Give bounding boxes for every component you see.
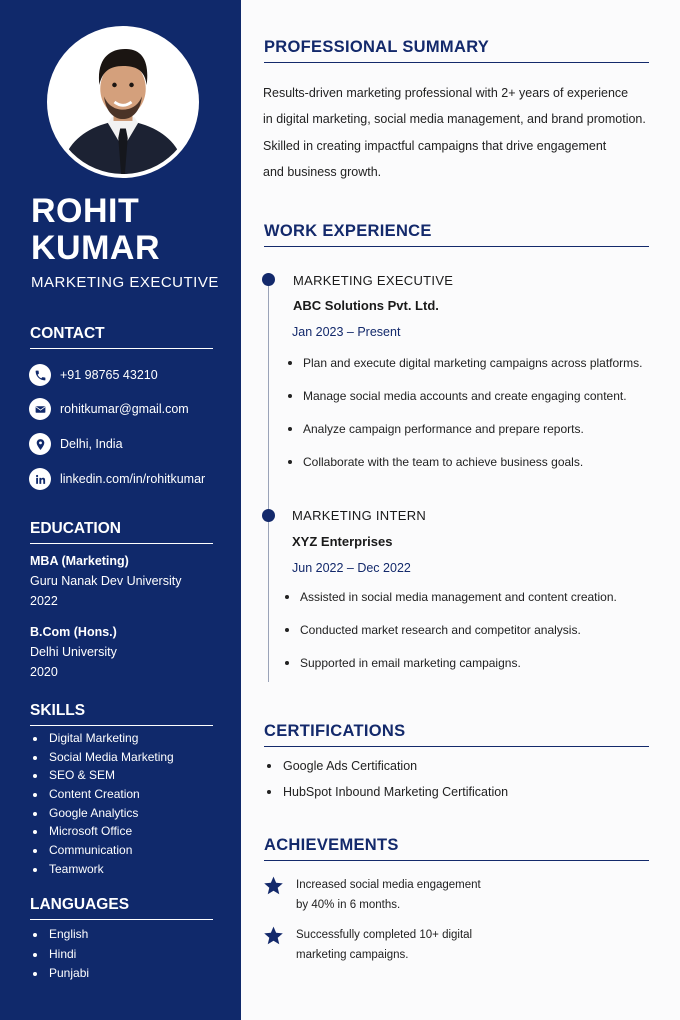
contact-phone-text: +91 98765 43210 (60, 368, 158, 382)
certifications-heading: CERTIFICATIONS (264, 722, 649, 747)
linkedin-icon (29, 468, 51, 490)
education-degree: B.Com (Hons.) (30, 625, 117, 639)
language-item: Hindi (30, 945, 89, 965)
timeline-line (268, 280, 269, 682)
skill-item: Google Analytics (30, 804, 174, 823)
job-duty-item: Plan and execute digital marketing campaigns across platforms. (287, 356, 643, 389)
achievement-text: Successfully completed 10+ digital (296, 929, 473, 941)
language-item: English (30, 925, 89, 945)
education-entry (30, 622, 117, 682)
skill-item: Microsoft Office (30, 822, 174, 841)
achievement-text: Increased social media engagement (296, 879, 481, 891)
certification-item: HubSpot Inbound Marketing Certification (265, 783, 508, 809)
education-school: Delhi University (30, 645, 117, 659)
contact-linkedin-text: linkedin.com/in/rohitkumar (60, 472, 206, 486)
achievements-heading: ACHIEVEMENTS (264, 836, 649, 861)
job-duty-item: Manage social media accounts and create engaging content. (287, 389, 643, 422)
location-pin-icon (29, 433, 51, 455)
star-icon (263, 925, 284, 946)
skill-item: Teamwork (30, 860, 174, 879)
contact-email[interactable] (29, 397, 189, 421)
name-first: ROHIT (31, 192, 140, 230)
achievement-item (263, 875, 496, 915)
timeline-dot (262, 273, 275, 286)
job-dates: Jan 2023 – Present (292, 325, 401, 339)
languages-list (30, 925, 89, 984)
achievement-text: by 40% in 6 months. (296, 899, 401, 911)
profile-photo (47, 26, 199, 178)
education-school: Guru Nanak Dev University (30, 574, 182, 588)
star-icon (263, 875, 284, 896)
main-content (241, 0, 680, 1020)
achievement-item (263, 925, 496, 965)
job-duty-item: Assisted in social media management and content creation. (284, 590, 617, 623)
skills-heading: SKILLS (30, 702, 213, 726)
job-dates: Jun 2022 – Dec 2022 (292, 561, 411, 575)
language-item: Punjabi (30, 964, 89, 984)
job-duties-list (287, 356, 643, 488)
mail-icon (29, 398, 51, 420)
summary-line: Results-driven marketing professional with 2+ years of experience (263, 86, 629, 100)
experience-heading: WORK EXPERIENCE (264, 222, 649, 247)
job-duties-list (284, 590, 617, 689)
skill-item: Communication (30, 841, 174, 860)
contact-heading: CONTACT (30, 325, 213, 349)
job-role: MARKETING EXECUTIVE (31, 274, 219, 291)
skill-item: SEO & SEM (30, 766, 174, 785)
job-company: ABC Solutions Pvt. Ltd. (293, 298, 439, 313)
job-duty-item: Analyze campaign performance and prepare reports. (287, 422, 643, 455)
job-duty-item: Conducted market research and competitor analysis. (284, 623, 617, 656)
contact-email-text: rohitkumar@gmail.com (60, 402, 189, 416)
summary-text (263, 80, 663, 185)
certification-item: Google Ads Certification (265, 757, 508, 783)
phone-icon (29, 364, 51, 386)
education-year: 2022 (30, 594, 58, 608)
education-year: 2020 (30, 665, 58, 679)
summary-line: and business growth. (263, 164, 382, 179)
job-company: XYZ Enterprises (292, 534, 393, 549)
languages-heading: LANGUAGES (30, 896, 213, 920)
person-portrait-image (51, 30, 195, 174)
certifications-list (265, 757, 508, 809)
summary-heading: PROFESSIONAL SUMMARY (264, 38, 649, 63)
education-entry (30, 551, 181, 611)
name-last: KUMAR (31, 229, 161, 267)
contact-linkedin[interactable] (29, 467, 205, 491)
job-duty-item: Supported in email marketing campaigns. (284, 656, 617, 689)
contact-location (29, 432, 123, 456)
job-title: MARKETING EXECUTIVE (293, 273, 454, 288)
achievement-text: marketing campaigns. (296, 949, 409, 961)
summary-line: Skilled in creating impactful campaigns that drive engagement (263, 138, 607, 153)
skills-list (30, 729, 174, 879)
skill-item: Content Creation (30, 785, 174, 804)
contact-location-text: Delhi, India (60, 437, 123, 451)
timeline-dot (262, 509, 275, 522)
contact-phone[interactable] (29, 363, 158, 387)
sidebar (0, 0, 241, 1020)
job-duty-item: Collaborate with the team to achieve business goals. (287, 455, 643, 488)
skill-item: Social Media Marketing (30, 748, 174, 767)
education-degree: MBA (Marketing) (30, 554, 129, 568)
skill-item: Digital Marketing (30, 729, 174, 748)
education-heading: EDUCATION (30, 520, 213, 544)
candidate-name (31, 193, 231, 267)
job-title: MARKETING INTERN (292, 508, 427, 523)
summary-line: in digital marketing, social media management, and brand promotion. (263, 112, 646, 127)
